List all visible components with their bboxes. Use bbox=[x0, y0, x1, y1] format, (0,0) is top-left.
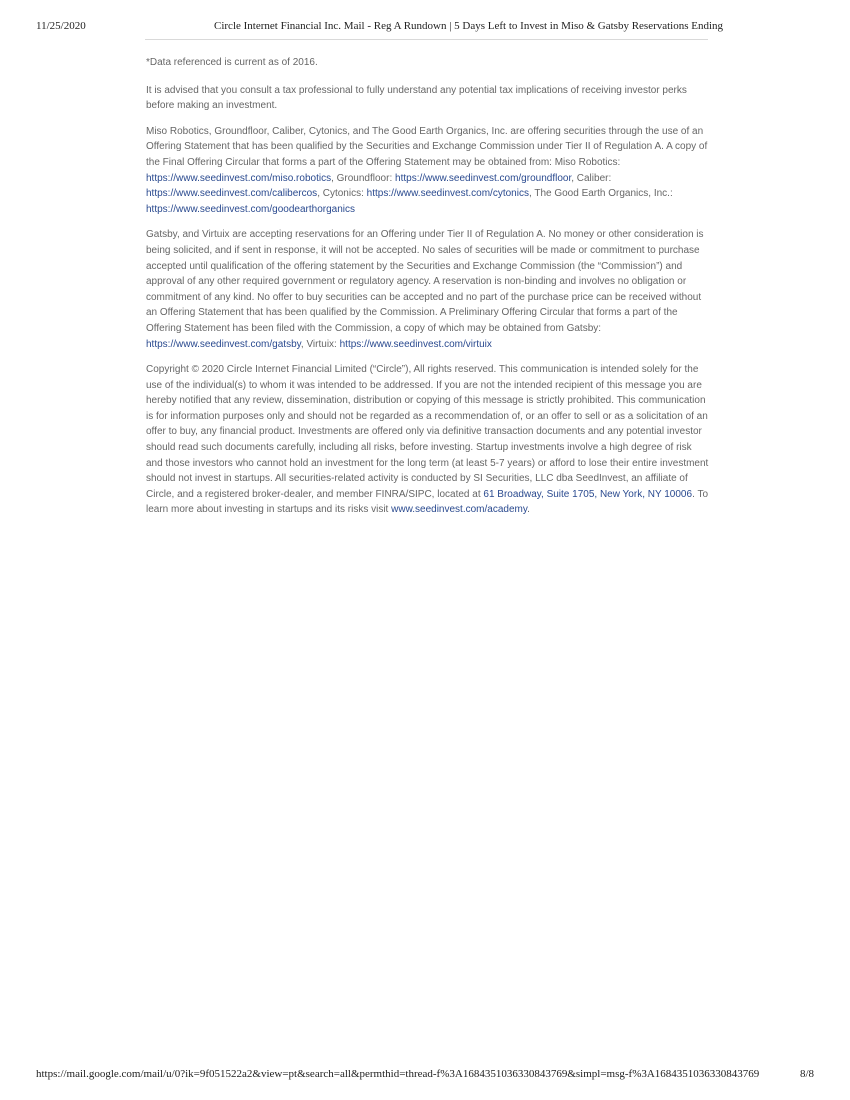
academy-link[interactable]: www.seedinvest.com/academy bbox=[391, 504, 528, 516]
header-divider bbox=[145, 39, 708, 40]
print-title: Circle Internet Financial Inc. Mail - Reg A Rundown | 5 Days Left to Invest in Miso & Gatsby Reservations Ending bbox=[214, 20, 724, 32]
copyright-disclosure bbox=[146, 362, 709, 518]
cytonics-link[interactable]: https://www.seedinvest.com/cytonics bbox=[366, 188, 529, 200]
goodearth-label: , The Good Earth Organics, Inc.: bbox=[528, 188, 673, 200]
gatsby-link[interactable]: https://www.seedinvest.com/gatsby bbox=[146, 338, 301, 350]
print-header bbox=[36, 20, 814, 36]
cytonics-label: , Cytonics: bbox=[317, 188, 364, 200]
virtuix-label: , Virtuix: bbox=[300, 338, 337, 350]
address-link[interactable]: 61 Broadway, Suite 1705, New York, NY 10006 bbox=[483, 488, 693, 500]
page-number: 8/8 bbox=[799, 1068, 814, 1080]
print-url: https://mail.google.com/mail/u/0?ik=9f051522a2&view=pt&search=all&permthid=thread-f%3A1684351036330843769&simpl=msg-f%3A1684351036330843769 bbox=[36, 1068, 760, 1080]
virtuix-link[interactable]: https://www.seedinvest.com/virtuix bbox=[339, 338, 492, 350]
reservations-disclosure bbox=[146, 227, 709, 352]
caliber-label: , Caliber: bbox=[571, 172, 612, 184]
reservations-text: Gatsby, and Virtuix are accepting reservations for an Offering under Tier II of Regulation A. No money or other consideration is being solicited, and if sent in response, it will not be accepted. No sales of securities will be made or commitment to purchase accepted until qualification of the offering statement by the Securities and Exchange Commission (the “Commission”) and approval of any other required government or regulatory agency. A reservation is non-binding and involves no obligation or commitment of any kind. No offer to buy securities can be accepted and no part of the purchase price can be received without an Offering Statement that has been qualified by the Commission. A Preliminary Offering Circular that forms a part of the Offering Statement has been filed with the Commission, a copy of which may be obtained from Gatsby: bbox=[146, 229, 704, 334]
learn-more-text: . To learn more about investing in startups and its risks visit bbox=[146, 488, 708, 516]
copyright-text: Copyright © 2020 Circle Internet Financial Limited (“Circle”), All rights reserved. This communication is intended solely for the use of the individual(s) to whom it was intended to be addressed. If you are not the intended recipient of this message you are hereby notified that any review, dissemination, distribution or copying of this message is strictly prohibited. This communication is for information purposes only and should not be regarded as a recommendation of, or an offer to sell or as a solicitation of an offer to buy, any financial product. Investments are offered only via definitive transaction documents and any potential investor should read such documents carefully, including all risks, before investing. Startup investments involve a high degree of risk and those investors who cannot hold an investment for the long term (at least 5-7 years) or afford to lose their entire investment should not invest in startups. All securities-related activity is conducted by SI Securities, LLC dba SeedInvest, an affiliate of Circle, and a registered broker-dealer, and member FINRA/SIPC, located at bbox=[146, 364, 709, 500]
print-date: 11/25/2020 bbox=[36, 20, 86, 32]
goodearth-link[interactable]: https://www.seedinvest.com/goodearthorganics bbox=[146, 203, 355, 215]
offering-intro: Miso Robotics, Groundfloor, Caliber, Cytonics, and The Good Earth Organics, Inc. are offering securities through the use of an Offering Statement that has been qualified by the Securities and Exchange Commission under Tier II of Regulation A. A copy of the Final Offering Circular that forms a part of the Offering Statement may be obtained from: Miso Robotics: bbox=[146, 125, 708, 168]
tax-notice: It is advised that you consult a tax professional to fully understand any potential tax implications of receiving investor perks before making an investment. bbox=[146, 84, 687, 112]
print-footer bbox=[36, 1068, 814, 1084]
groundfloor-label: , Groundfloor: bbox=[331, 172, 393, 184]
copyright-end: . bbox=[527, 504, 530, 516]
miso-robotics-link[interactable]: https://www.seedinvest.com/miso.robotics bbox=[146, 172, 332, 184]
caliber-link[interactable]: https://www.seedinvest.com/calibercos bbox=[146, 188, 318, 200]
email-body bbox=[146, 55, 709, 528]
data-footnote: *Data referenced is current as of 2016. bbox=[146, 57, 318, 68]
offering-disclosure bbox=[146, 124, 709, 218]
groundfloor-link[interactable]: https://www.seedinvest.com/groundfloor bbox=[395, 172, 572, 184]
